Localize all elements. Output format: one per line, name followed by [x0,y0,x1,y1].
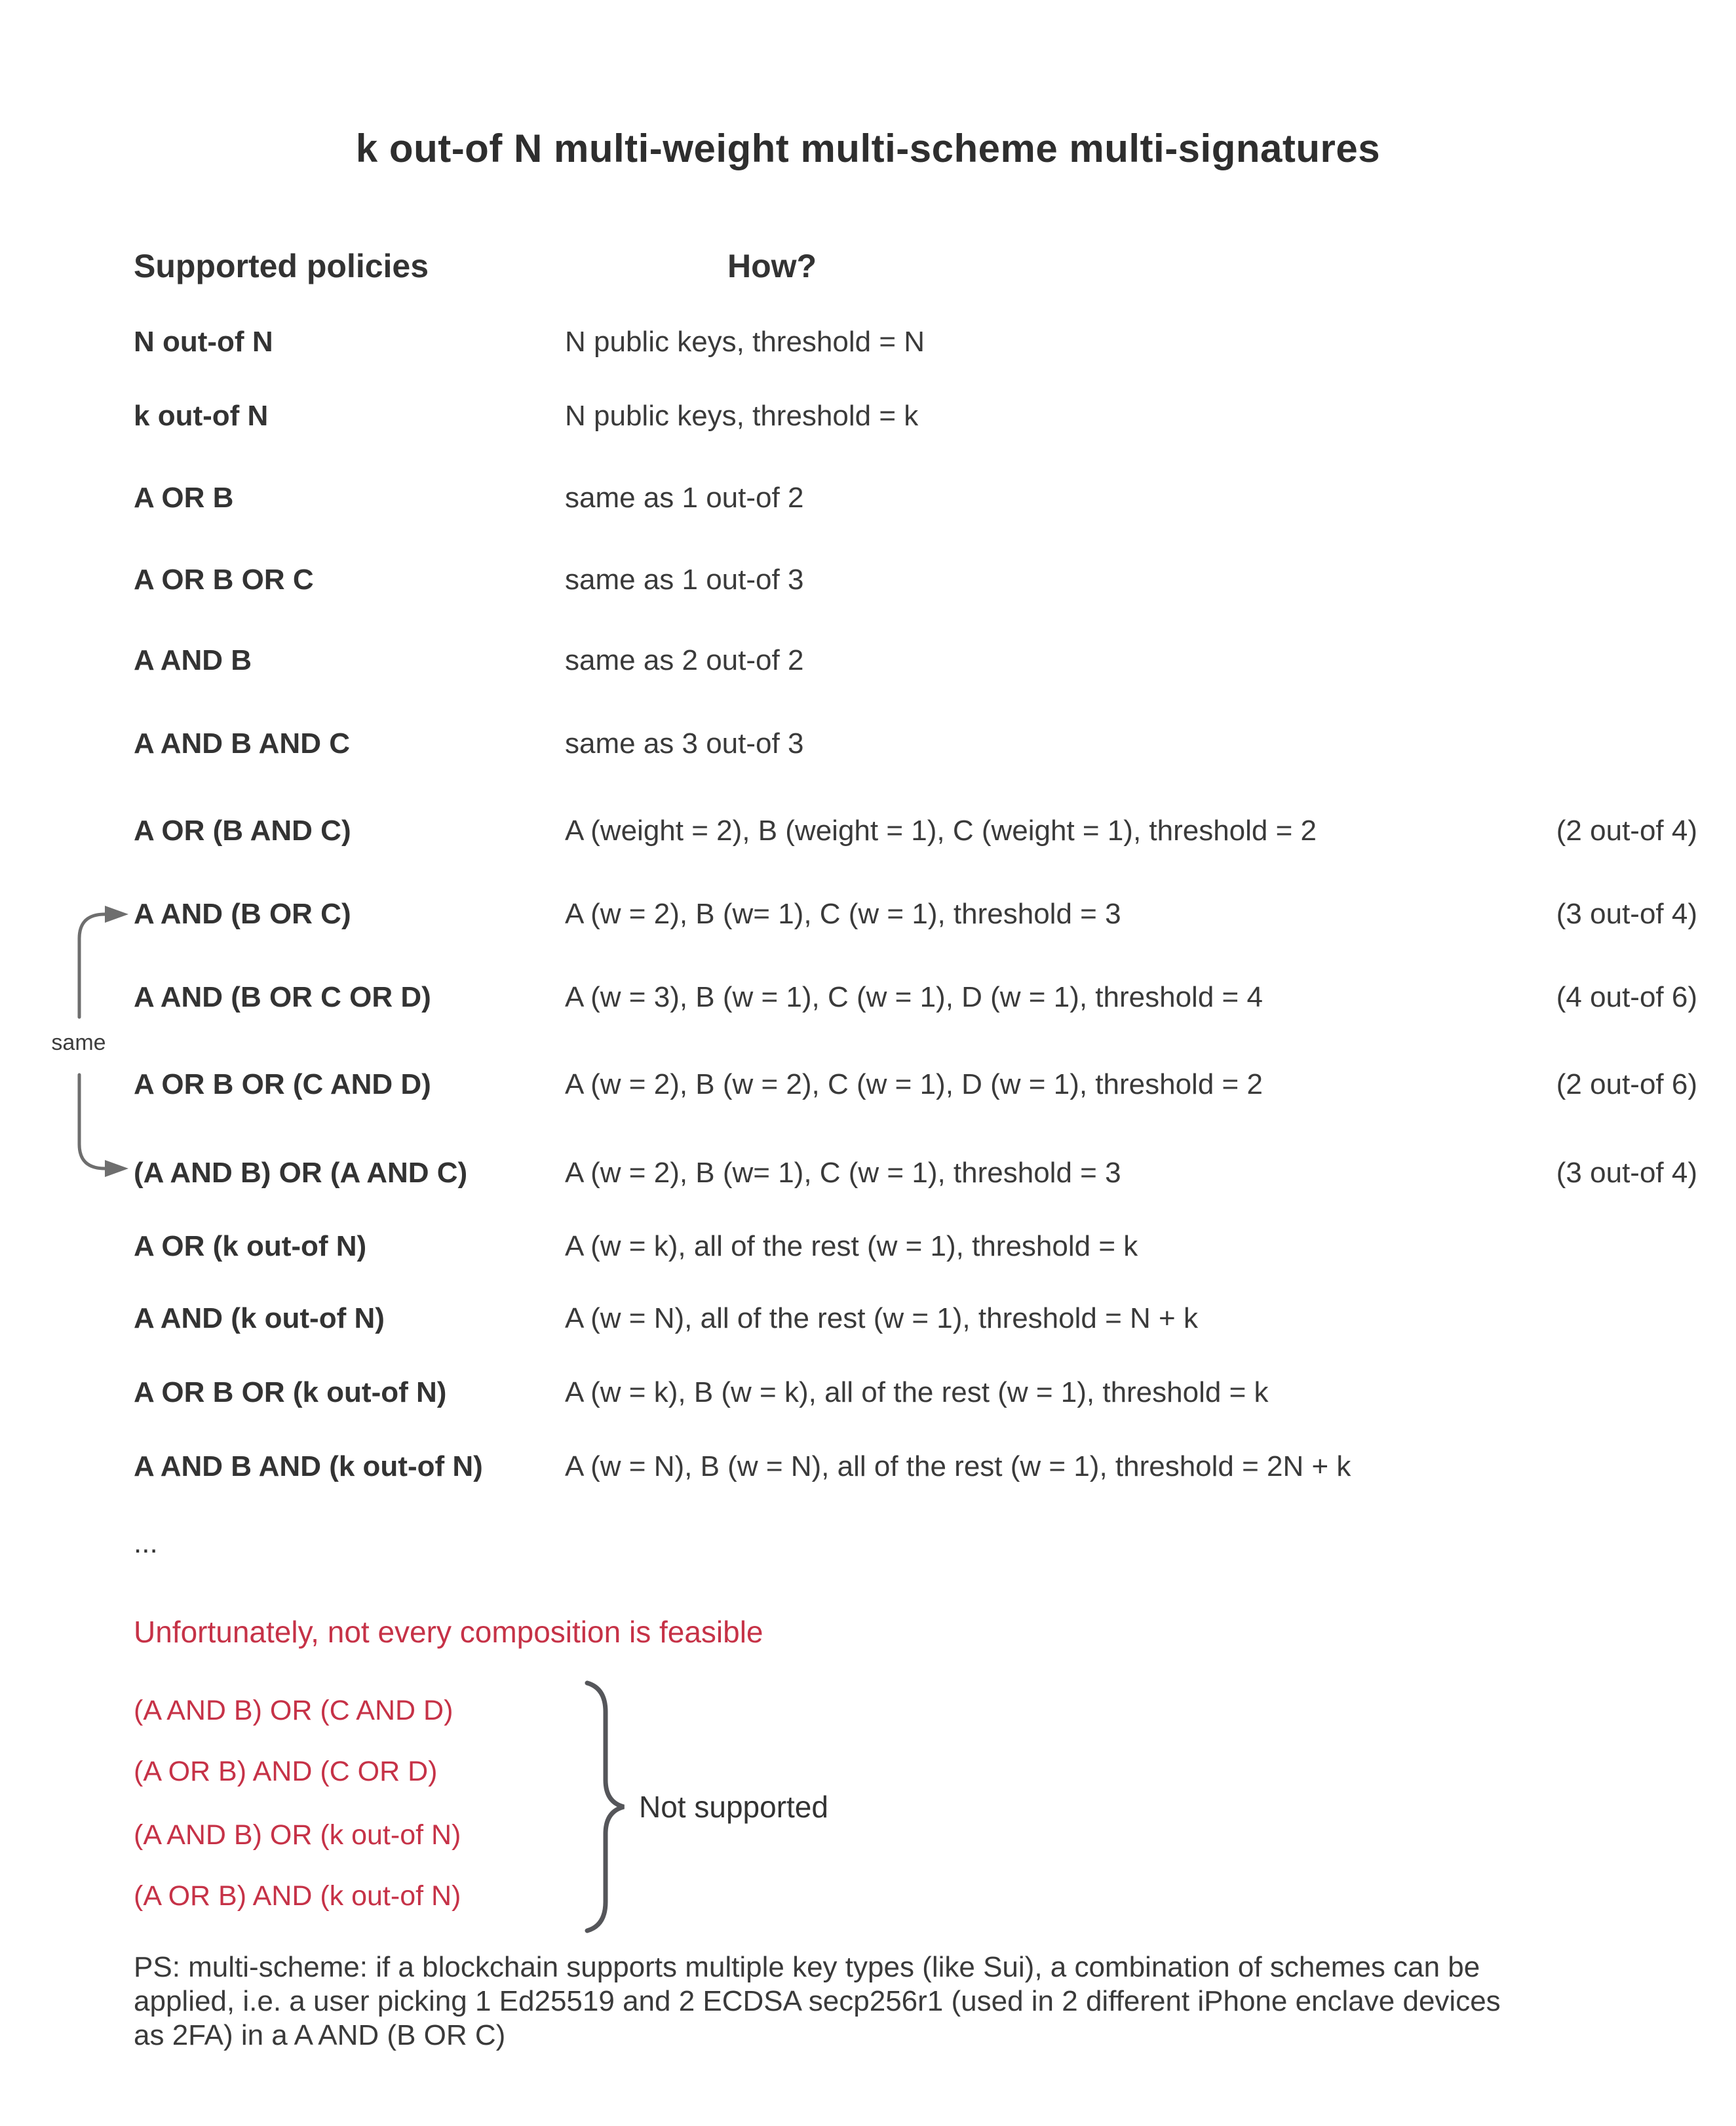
ps-line: PS: multi-scheme: if a blockchain supports multiple key types (like Sui), a combination of schemes can be [134,1951,1480,1983]
ps-line: as 2FA) in a A AND (B OR C) [134,2019,506,2051]
equivalence-text: (3 out-of 4) [1556,898,1697,930]
column-header-supported-policies: Supported policies [134,248,429,284]
policy-label: k out-of N [134,400,269,432]
infeasible-item: (A AND B) OR (k out-of N) [134,1819,461,1851]
policy-label: N out-of N [134,326,273,358]
infeasible-heading: Unfortunately, not every composition is feasible [134,1615,763,1649]
policy-label: A AND (k out-of N) [134,1302,385,1334]
equivalence-text: (2 out-of 4) [1556,815,1697,847]
ps-line: applied, i.e. a user picking 1 Ed25519 and 2 ECDSA secp256r1 (used in 2 different iPhone enclave devices [134,1985,1501,2017]
how-text: A (w = 2), B (w= 1), C (w = 1), threshold = 3 [565,1157,1121,1189]
ellipsis: ... [134,1527,158,1559]
how-text: A (w = N), all of the rest (w = 1), threshold = N + k [565,1302,1198,1334]
how-text: N public keys, threshold = N [565,326,925,358]
ps-note [134,1950,1501,2053]
policy-label: A AND B [134,644,252,676]
how-text: A (w = 3), B (w = 1), C (w = 1), D (w = 1), threshold = 4 [565,981,1263,1013]
how-text: A (w = N), B (w = N), all of the rest (w = 1), threshold = 2N + k [565,1450,1351,1482]
policy-label: A AND B AND (k out-of N) [134,1450,483,1482]
same-label: same [51,1030,106,1055]
policy-label: A AND B AND C [134,727,350,760]
equivalence-text: (2 out-of 6) [1556,1068,1697,1100]
policy-label: A OR B OR (k out-of N) [134,1376,447,1408]
policy-label: (A AND B) OR (A AND C) [134,1157,468,1189]
column-header-how: How? [727,248,817,284]
how-text: same as 1 out-of 2 [565,482,804,514]
policy-label: A OR B OR C [134,564,314,596]
not-supported-label: Not supported [639,1790,828,1824]
how-text: A (w = k), B (w = k), all of the rest (w = 1), threshold = k [565,1376,1269,1408]
policy-label: A AND (B OR C) [134,898,351,930]
policy-label: A OR (B AND C) [134,815,351,847]
equivalence-text: (4 out-of 6) [1556,981,1697,1013]
page-title: k out-of N multi-weight multi-scheme multi-signatures [355,126,1381,170]
how-text: N public keys, threshold = k [565,400,919,432]
policy-label: A OR (k out-of N) [134,1230,367,1262]
how-text: A (weight = 2), B (weight = 1), C (weight = 1), threshold = 2 [565,815,1317,847]
how-text: same as 3 out-of 3 [565,727,804,760]
how-text: same as 1 out-of 3 [565,564,804,596]
policy-label: A OR B [134,482,234,514]
how-text: A (w = 2), B (w= 1), C (w = 1), threshold = 3 [565,898,1121,930]
how-text: same as 2 out-of 2 [565,644,804,676]
infeasible-item: (A AND B) OR (C AND D) [134,1695,453,1726]
how-text: A (w = k), all of the rest (w = 1), threshold = k [565,1230,1138,1262]
equivalence-text: (3 out-of 4) [1556,1157,1697,1189]
how-text: A (w = 2), B (w = 2), C (w = 1), D (w = 1), threshold = 2 [565,1068,1263,1100]
policy-label: A AND (B OR C OR D) [134,981,431,1013]
infeasible-item: (A OR B) AND (k out-of N) [134,1880,461,1912]
policy-label: A OR B OR (C AND D) [134,1068,431,1100]
infeasible-item: (A OR B) AND (C OR D) [134,1756,438,1787]
